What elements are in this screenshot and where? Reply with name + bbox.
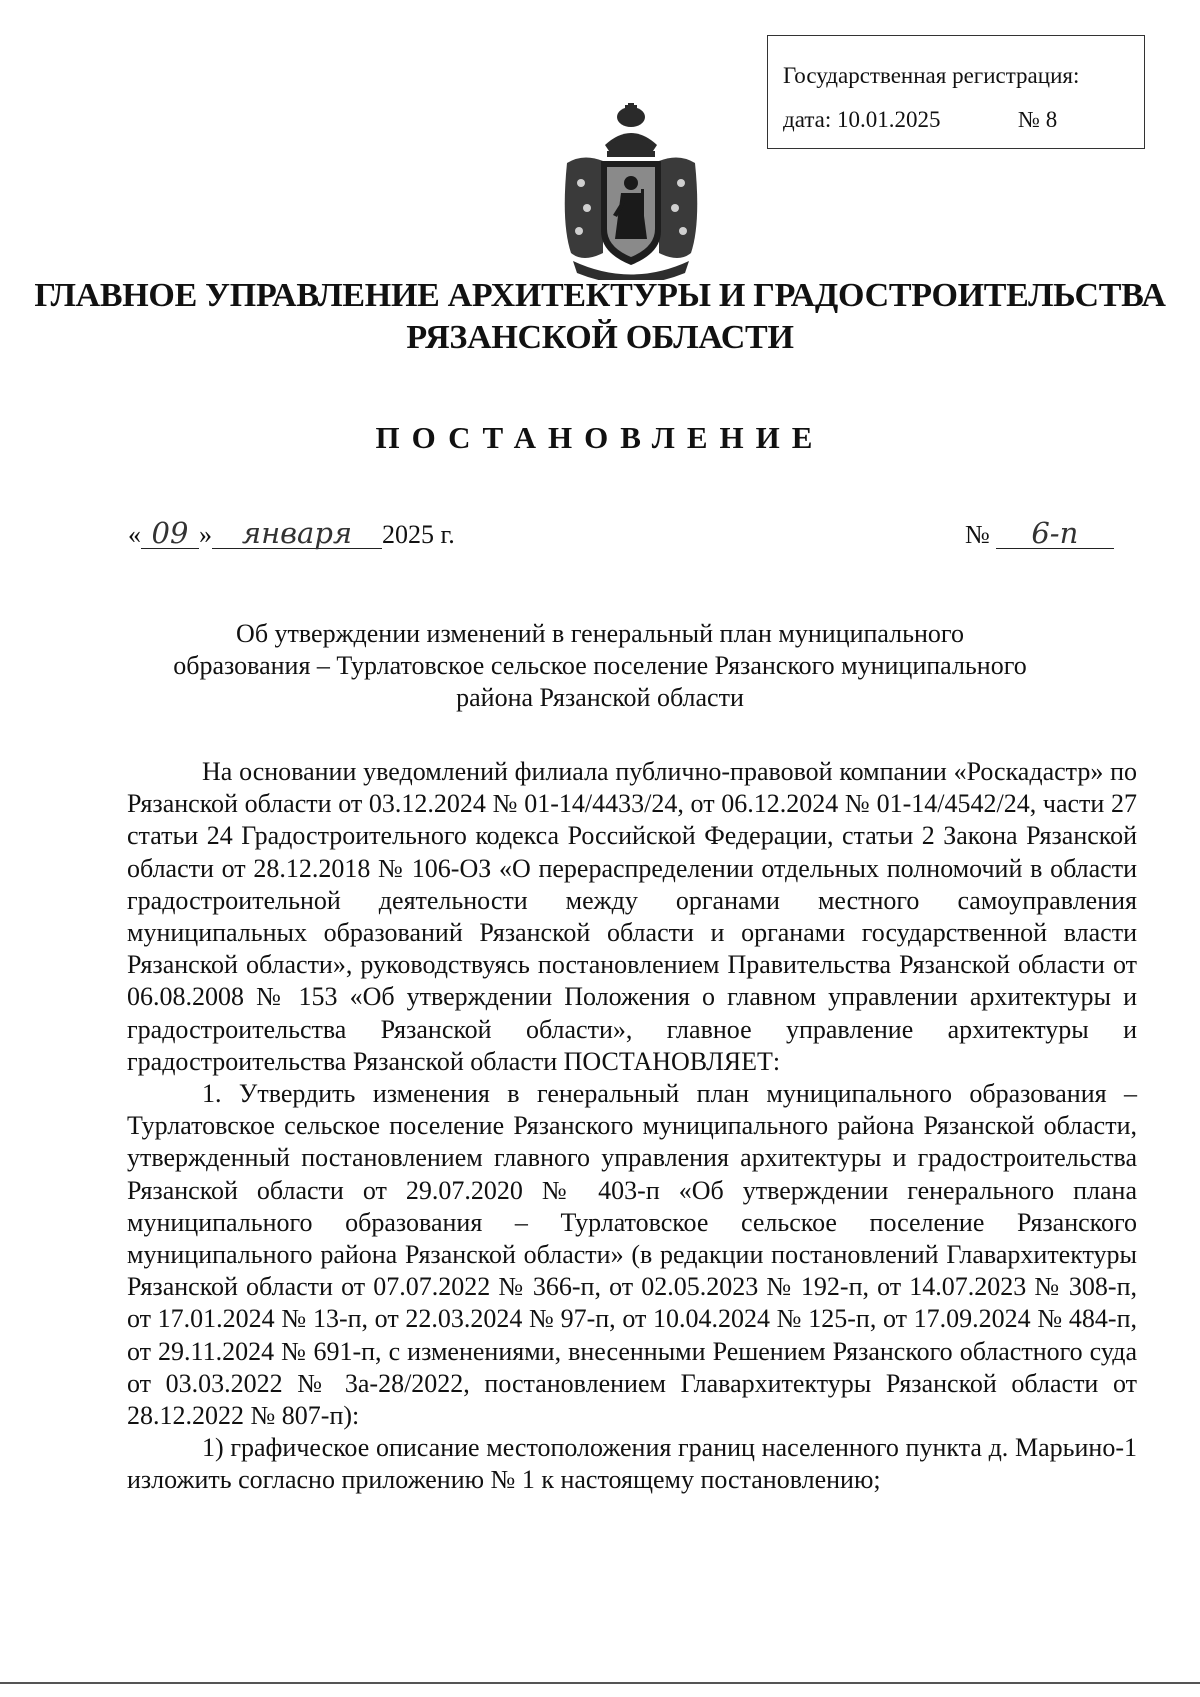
- subject-line1: Об утверждении изменений в генеральный план муниципального: [236, 619, 964, 648]
- date-close-quote: »: [199, 520, 212, 549]
- date-open-quote: «: [128, 520, 141, 549]
- subject-line3: района Рязанской области: [456, 683, 744, 712]
- organization-title-line2: РЯЗАНСКОЙ ОБЛАСТИ: [406, 319, 794, 356]
- organization-title: [0, 275, 1200, 359]
- registration-stamp: [767, 35, 1145, 149]
- registration-date: дата: 10.01.2025: [783, 107, 941, 132]
- number-prefix: №: [965, 520, 990, 549]
- item-1-paragraph: 1. Утвердить изменения в генеральный план муниципального образования – Турлатовское сельское поселение Рязанского муниципального района Рязанской области, утвержденный постановлением главного управления архитектуры и градостроительства Рязанской области от 29.07.2020 № 403-п «Об утверждении генерального плана муниципального образования – Турлатовское сельское поселение Рязанского муниципального района Рязанской области» (в редакции постановлений Главархитектуры Рязанской области от 07.07.2022 № 366-п, от 02.05.2023 № 192-п, от 14.07.2023 № 308-п, от 17.01.2024 № 13-п, от 22.03.2024 № 97-п, от 10.04.2024 № 125-п, от 17.09.2024 № 484-п, от 29.11.2024 № 691-п, с изменениями, внесенными Решением Рязанского областного суда от 03.03.2022 № 3а-28/2022, постановлением Главархитектуры Рязанской области от 28.12.2022 № 807-п):: [127, 1079, 1137, 1431]
- subject-line2: образования – Турлатовское сельское поселение Рязанского муниципального: [173, 651, 1027, 680]
- organization-title-line1: ГЛАВНОЕ УПРАВЛЕНИЕ АРХИТЕКТУРЫ И ГРАДОСТРОИТЕЛЬСТВА: [34, 277, 1166, 314]
- page-bottom-divider: [0, 1682, 1200, 1684]
- registration-title: Государственная регистрация:: [783, 63, 1080, 88]
- date-day-handwritten: 09: [141, 518, 199, 549]
- document-body: [127, 756, 1137, 1497]
- document-type-heading: ПОСТАНОВЛЕНИЕ: [375, 420, 825, 455]
- document-date: [128, 518, 455, 550]
- document-number: [965, 518, 1114, 550]
- intro-paragraph: На основании уведомлений филиала публично-правовой компании «Роскадастр» по Рязанской области от 03.12.2024 № 01-14/4433/24, от 06.12.2024 № 01-14/4542/24, части 27 статьи 24 Градостроительного кодекса Российской Федерации, статьи 2 Закона Рязанской области от 28.12.2018 № 106-ОЗ «О перераспределении отдельных полномочий в области градостроительной деятельности между органами местного самоуправления муниципальных образований Рязанской области и органами государственной власти Рязанской области», руководствуясь постановлением Правительства Рязанской области от 06.08.2008 № 153 «Об утверждении Положения о главном управлении архитектуры и градостроительства Рязанской области», главное управление архитектуры и градостроительства Рязанской области ПОСТАНОВЛЯЕТ:: [127, 757, 1137, 1076]
- date-year: 2025 г.: [382, 520, 455, 549]
- document-subject: [150, 618, 1050, 714]
- number-handwritten: 6-п: [996, 518, 1114, 549]
- registration-number: № 8: [1018, 107, 1058, 132]
- subitem-1-paragraph: 1) графическое описание местоположения границ населенного пункта д. Марьино-1 изложить согласно приложению № 1 к настоящему постановлению;: [127, 1433, 1137, 1495]
- date-month-handwritten: января: [212, 518, 382, 549]
- coat-of-arms-icon: [553, 103, 709, 280]
